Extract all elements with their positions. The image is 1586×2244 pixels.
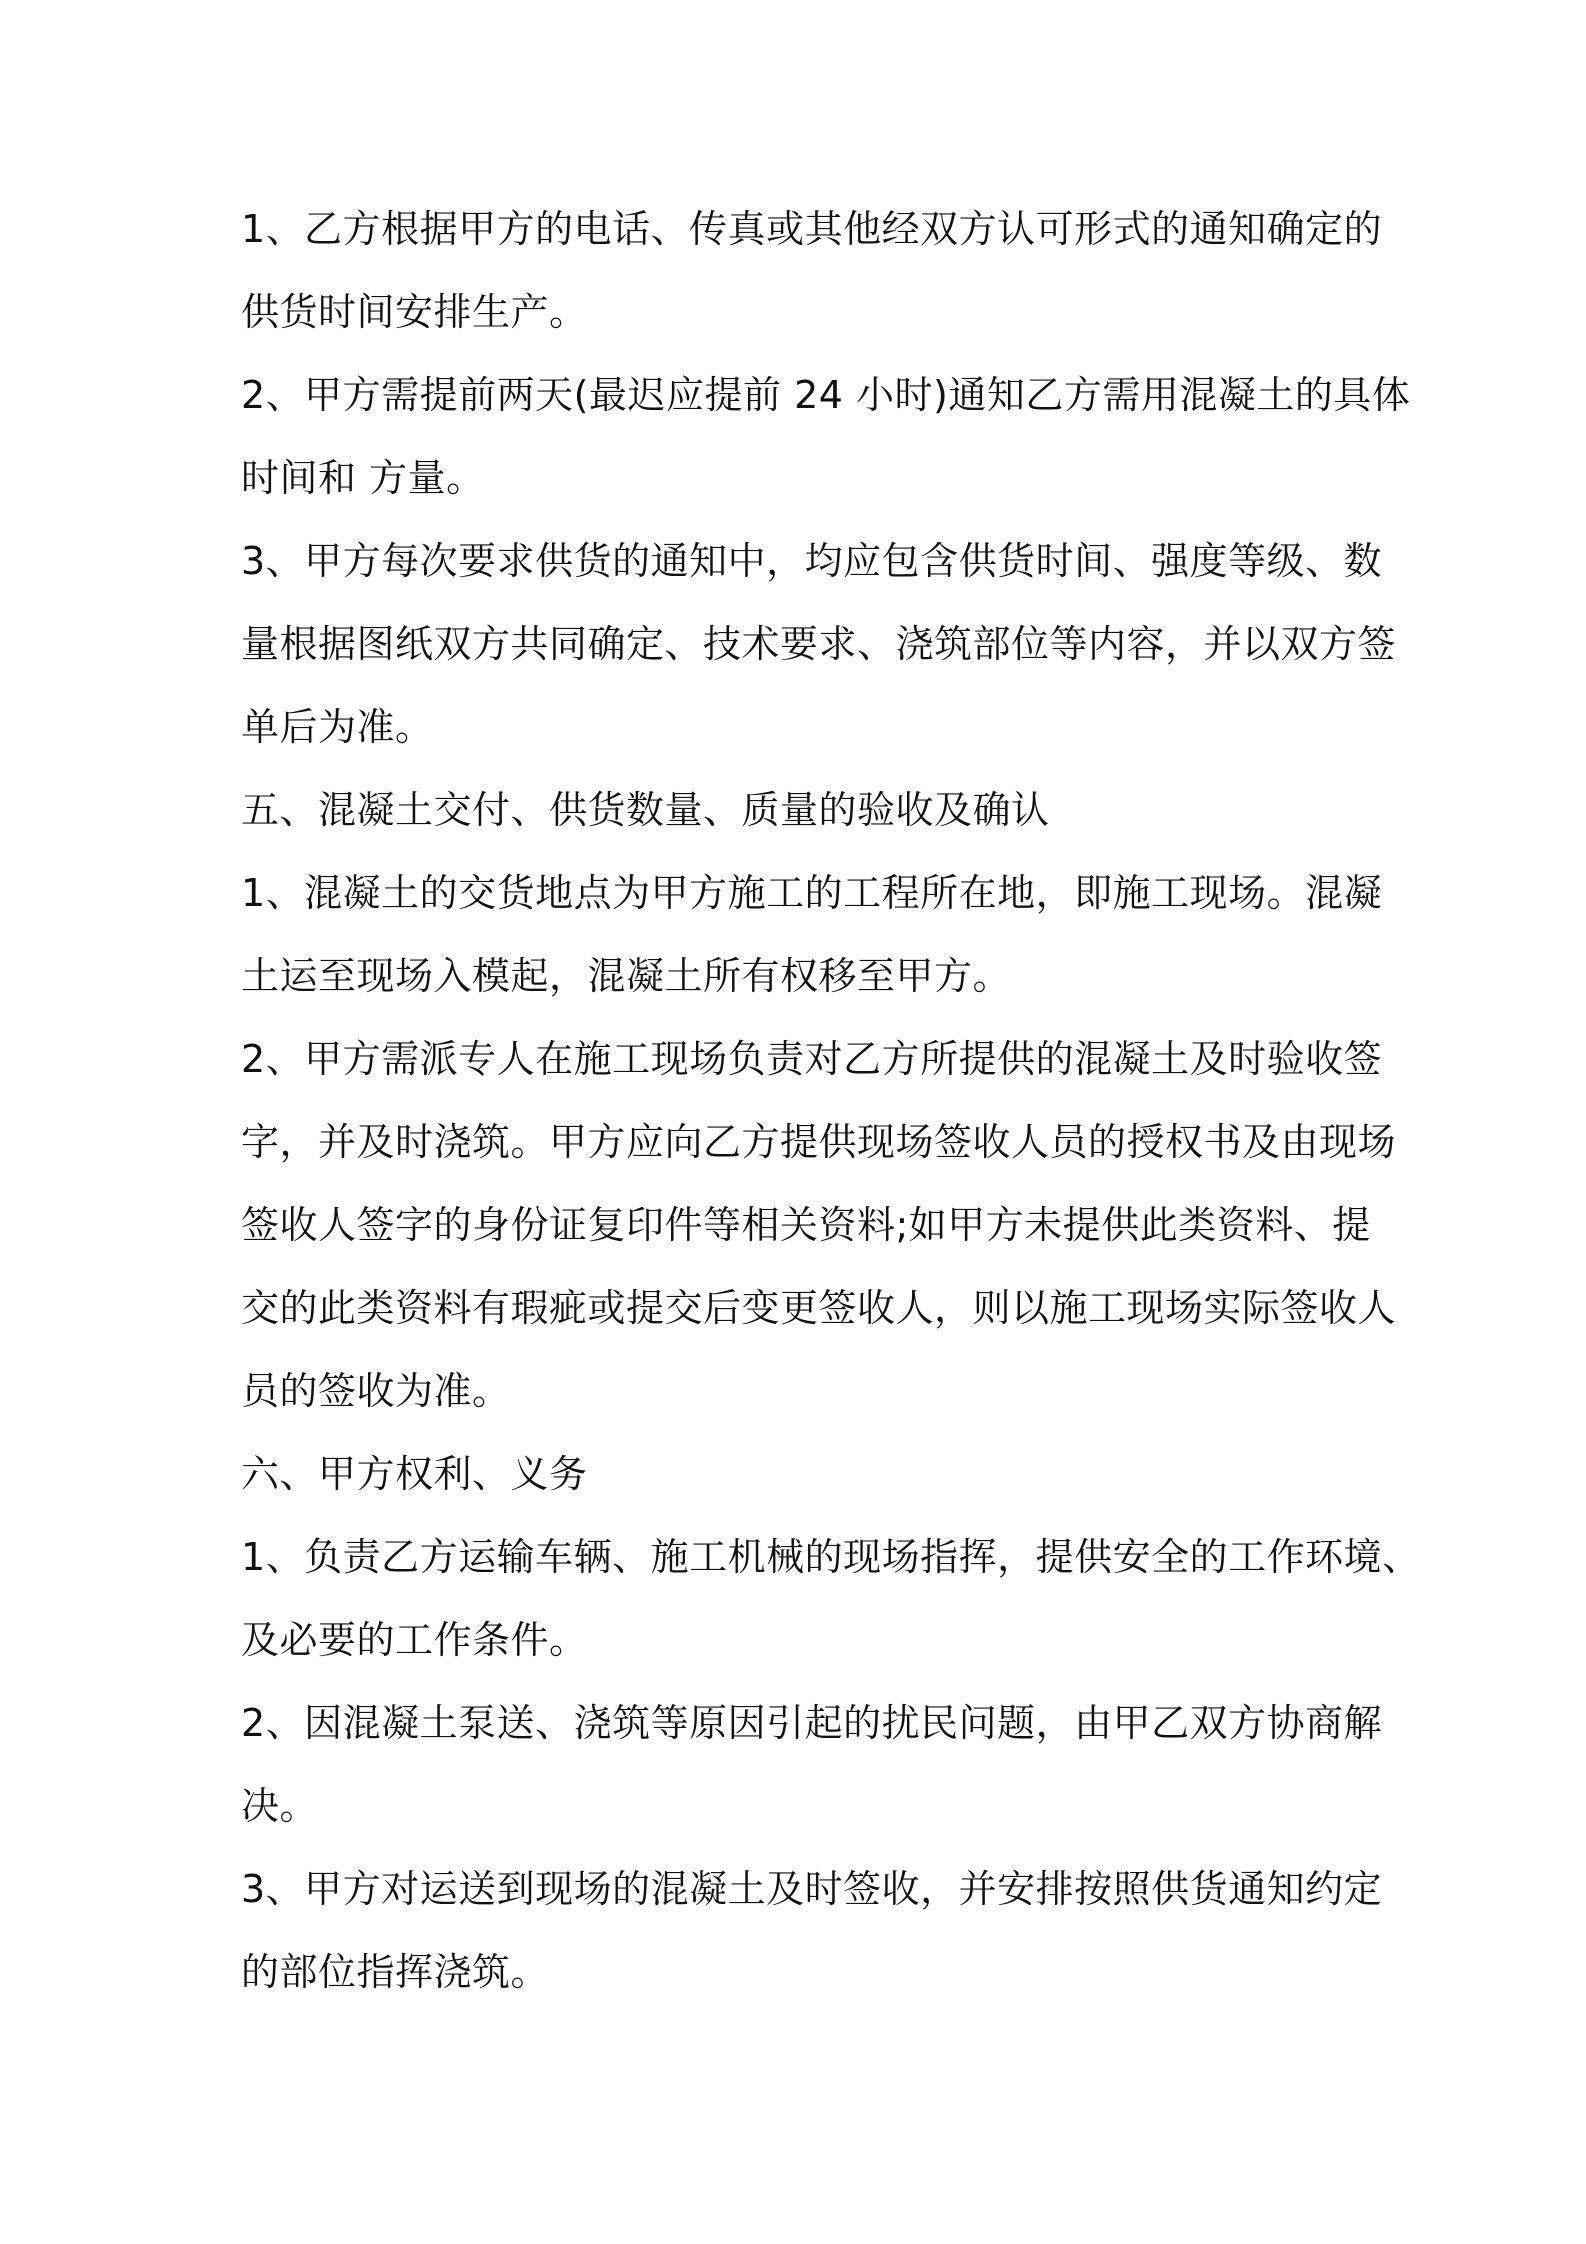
text-line: 量根据图纸双方共同确定、技术要求、浇筑部位等内容，并以双方签 xyxy=(241,622,1397,666)
text-line: 字，并及时浇筑。甲方应向乙方提供现场签收人员的授权书及由现场 xyxy=(241,1120,1397,1164)
text-line: 3、甲方对运送到现场的混凝土及时签收，并安排按照供货通知约定 xyxy=(241,1867,1383,1911)
text-line: 1、混凝土的交货地点为甲方施工的工程所在地，即施工现场。混凝 xyxy=(241,871,1383,915)
text-line: 签收人签字的身份证复印件等相关资料;如甲方未提供此类资料、提 xyxy=(241,1203,1371,1247)
text-line: 2、甲方需提前两天(最迟应提前 24 小时)通知乙方需用混凝土的具体 xyxy=(241,373,1411,417)
text-line: 土运至现场入模起，混凝土所有权移至甲方。 xyxy=(241,954,1012,998)
text-line: 2、因混凝土泵送、浇筑等原因引起的扰民问题，由甲乙双方协商解 xyxy=(241,1701,1383,1745)
text-line: 及必要的工作条件。 xyxy=(241,1618,588,1662)
text-line: 2、甲方需派专人在施工现场负责对乙方所提供的混凝土及时验收签 xyxy=(241,1037,1383,1081)
text-line: 1、负责乙方运输车辆、施工机械的现场指挥，提供安全的工作环境、 xyxy=(241,1535,1421,1579)
text-line: 交的此类资料有瑕疵或提交后变更签收人，则以施工现场实际签收人 xyxy=(241,1286,1397,1330)
text-line: 员的签收为准。 xyxy=(241,1369,511,1413)
text-line: 时间和 方量。 xyxy=(241,456,485,500)
section-heading: 五、混凝土交付、供货数量、质量的验收及确认 xyxy=(241,788,1050,832)
text-line: 的部位指挥浇筑。 xyxy=(241,1950,550,1994)
section-heading: 六、甲方权利、义务 xyxy=(241,1452,588,1496)
text-line: 决。 xyxy=(241,1784,319,1828)
text-line: 1、乙方根据甲方的电话、传真或其他经双方认可形式的通知确定的 xyxy=(241,207,1383,251)
text-line: 供货时间安排生产。 xyxy=(241,290,588,334)
text-line: 单后为准。 xyxy=(241,705,434,749)
text-line: 3、甲方每次要求供货的通知中，均应包含供货时间、强度等级、数 xyxy=(241,539,1383,583)
